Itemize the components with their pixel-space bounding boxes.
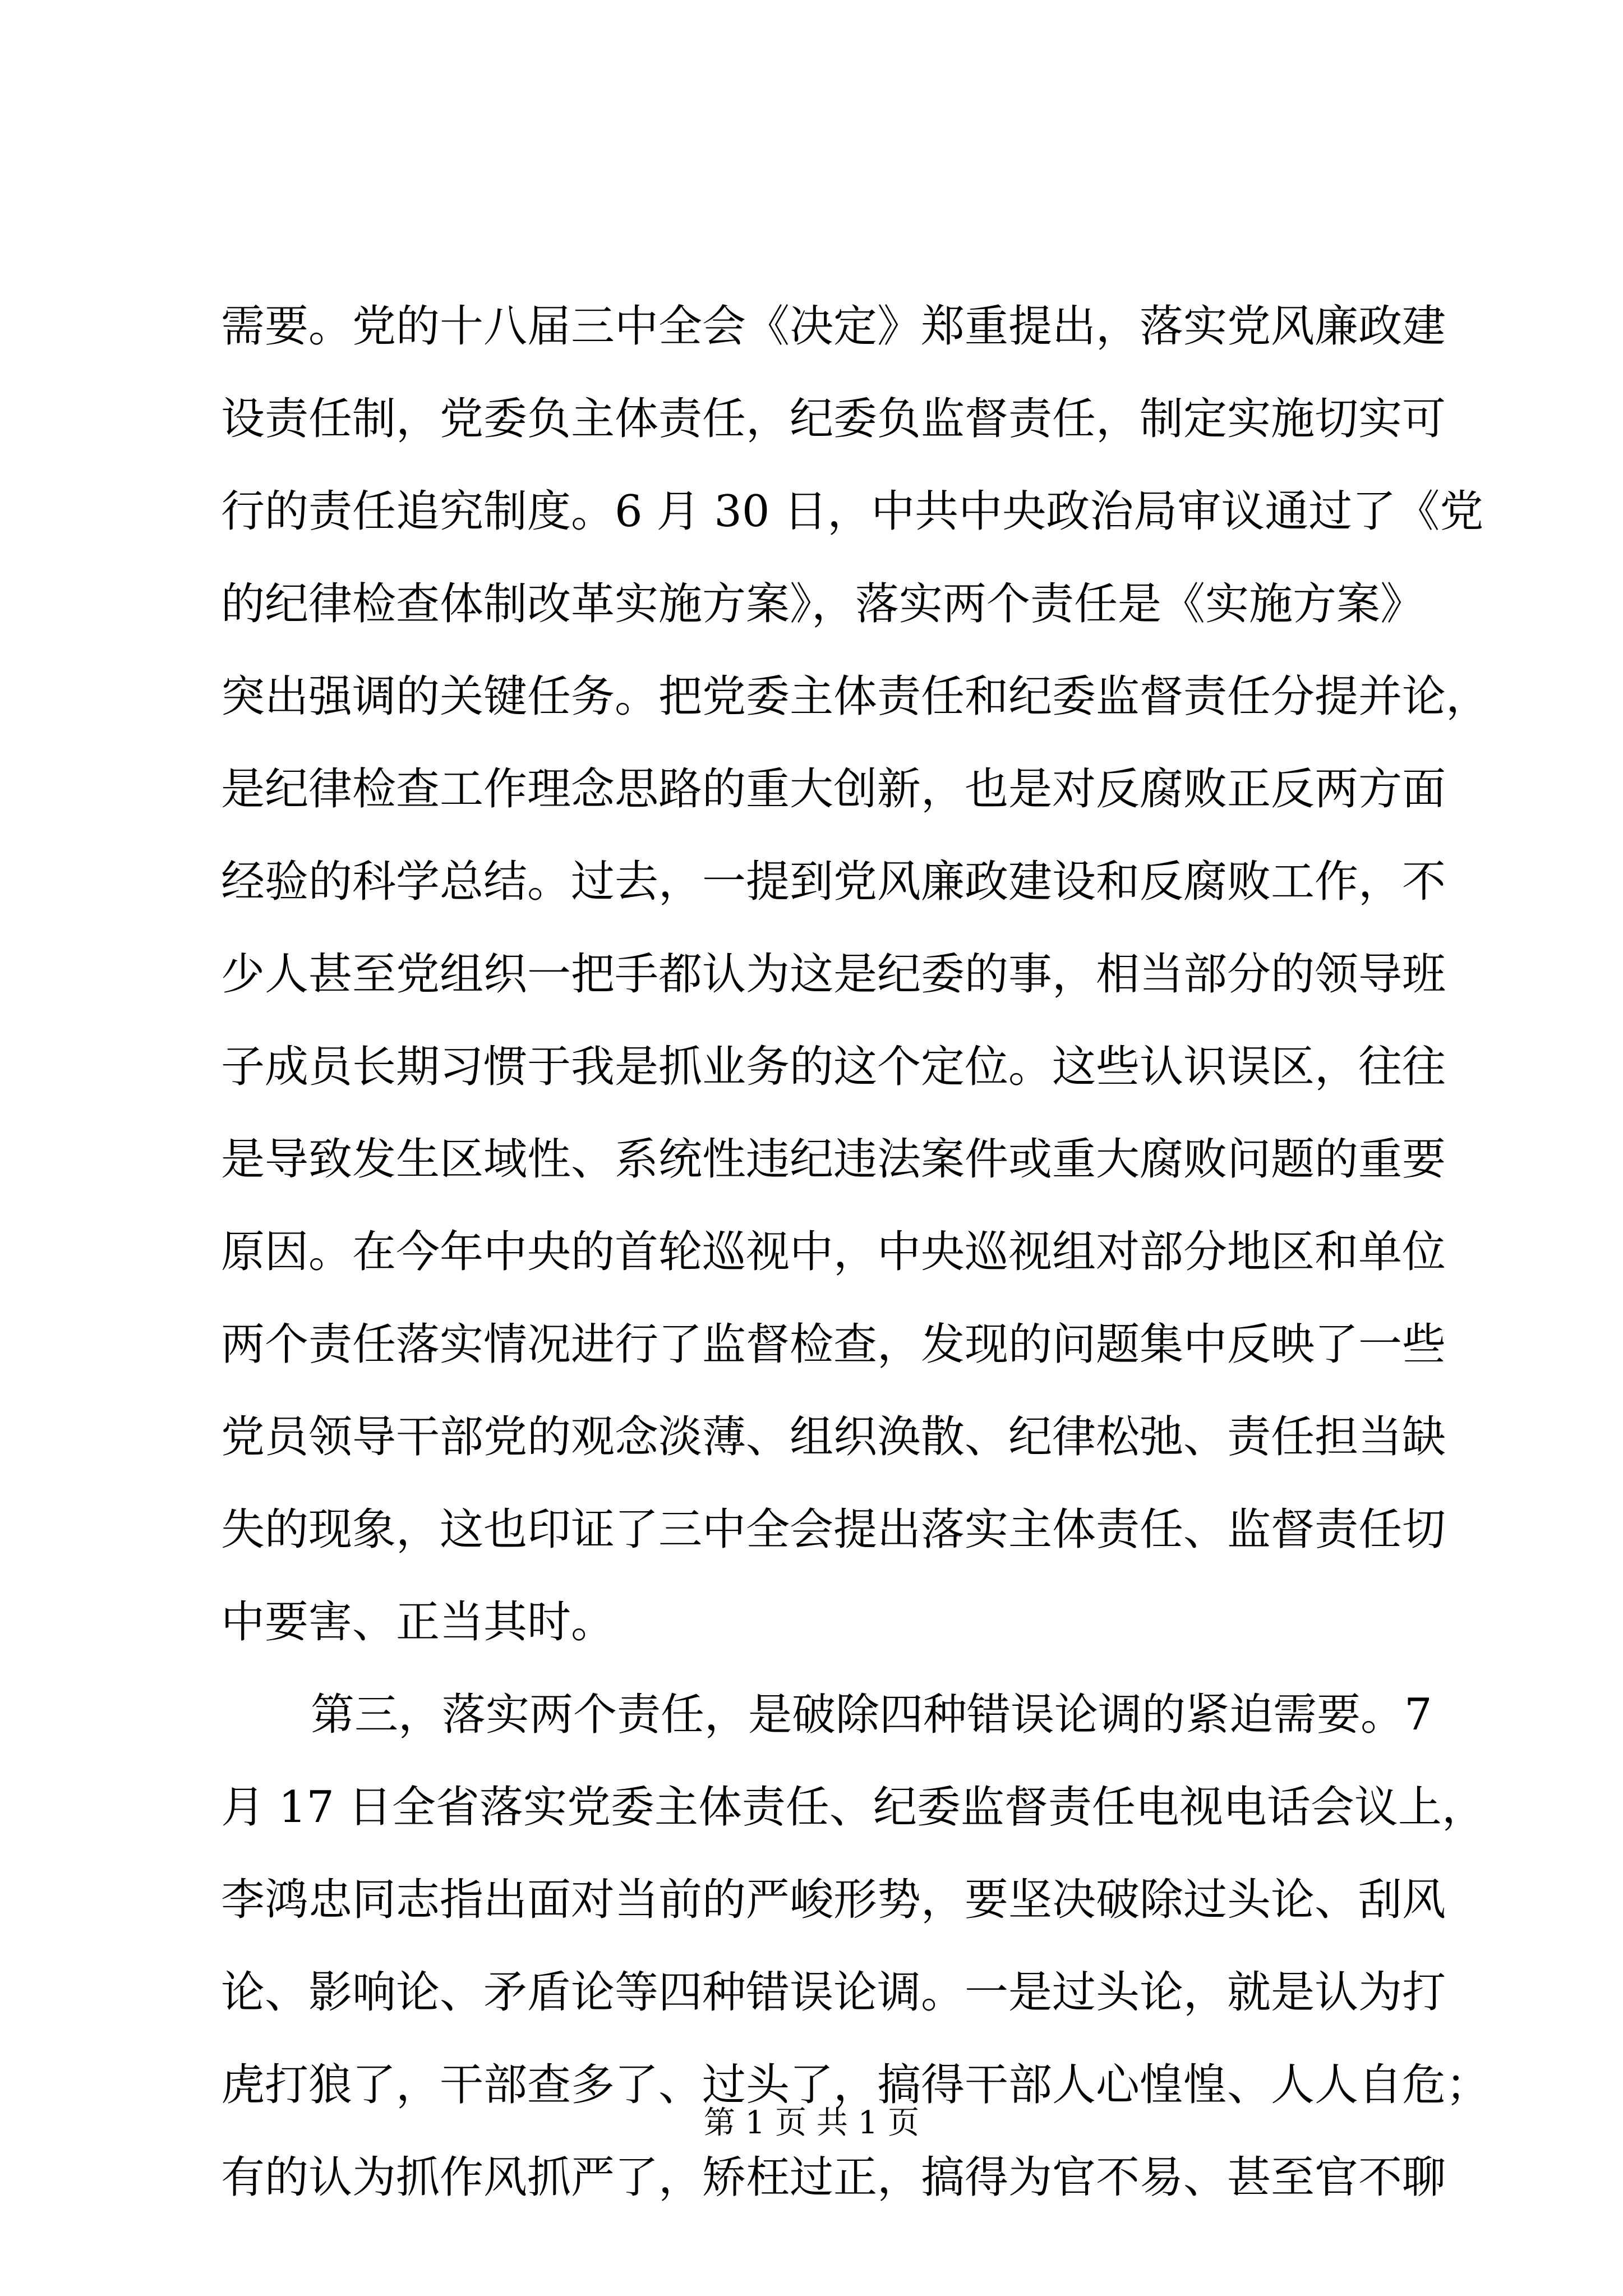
text-line: 党员领导干部党的观念淡薄、组织涣散、纪律松弛、责任担当缺 xyxy=(221,1412,1446,1462)
body-text xyxy=(221,280,1490,2224)
text-line: 行的责任追究制度。6 月 30 日，中共中央政治局审议通过了《党 xyxy=(221,486,1484,537)
text-line: 子成员长期习惯于我是抓业务的这个定位。这些认识误区，往往 xyxy=(221,1042,1446,1092)
text-line: 是纪律检查工作理念思路的重大创新，也是对反腐败正反两方面 xyxy=(221,764,1446,815)
text-line: 是导致发生区域性、系统性违纪违法案件或重大腐败问题的重要 xyxy=(221,1134,1446,1185)
paragraph-start-line: 第三，落实两个责任，是破除四种错误论调的紧迫需要。7 xyxy=(311,1690,1432,1740)
text-line: 经验的科学总结。过去，一提到党风廉政建设和反腐败工作，不 xyxy=(221,857,1446,907)
text-line: 设责任制，党委负主体责任，纪委负监督责任，制定实施切实可 xyxy=(221,394,1446,444)
text-line: 需要。党的十八届三中全会《决定》郑重提出，落实党风廉政建 xyxy=(221,301,1446,352)
text-line: 论、影响论、矛盾论等四种错误论调。一是过头论，就是认为打 xyxy=(221,1967,1446,2018)
text-line: 月 17 日全省落实党委主体责任、纪委监督责任电视电话会议上， xyxy=(221,1782,1486,1833)
text-line: 突出强调的关键任务。把党委主体责任和纪委监督责任分提并论， xyxy=(221,671,1490,722)
text-line: 李鸿忠同志指出面对当前的严峻形势，要坚决破除过头论、刮风 xyxy=(221,1875,1446,1925)
text-line: 两个责任落实情况进行了监督检查，发现的问题集中反映了一些 xyxy=(221,1319,1446,1370)
text-line: 中要害、正当其时。 xyxy=(221,1597,615,1648)
text-line: 有的认为抓作风抓严了，矫枉过正，搞得为官不易、甚至官不聊 xyxy=(221,2152,1446,2203)
text-line: 原因。在今年中央的首轮巡视中，中央巡视组对部分地区和单位 xyxy=(221,1227,1446,1277)
text-line: 少人甚至党组织一把手都认为这是纪委的事，相当部分的领导班 xyxy=(221,949,1446,1000)
text-line: 的纪律检查体制改革实施方案》，落实两个责任是《实施方案》 xyxy=(221,579,1424,629)
page-footer: 第 1 页 共 1 页 xyxy=(703,2105,920,2141)
text-line: 虎打狼了，干部查多了、过头了，搞得干部人心惶惶、人人自危； xyxy=(221,2060,1490,2110)
text-line: 失的现象，这也印证了三中全会提出落实主体责任、监督责任切 xyxy=(221,1504,1446,1555)
